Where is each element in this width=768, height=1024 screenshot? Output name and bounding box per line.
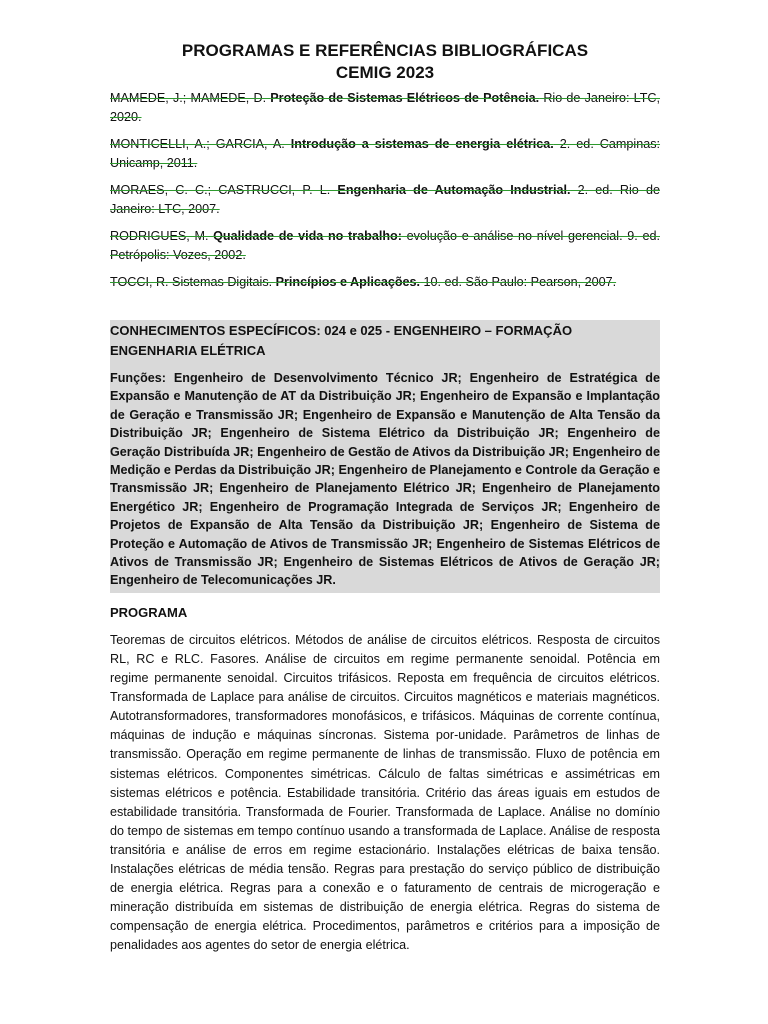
page-title <box>110 40 660 84</box>
reference-title: Introdução a sistemas de energia elétrica. <box>290 137 554 151</box>
reference-title: Proteção de Sistemas Elétricos de Potência. <box>270 91 540 105</box>
reference-title: Engenharia de Automação Industrial. <box>337 183 571 197</box>
section-heading: CONHECIMENTOS ESPECÍFICOS: 024 e 025 - ENGENHEIRO – FORMAÇÃO ENGENHARIA ELÉTRICA <box>110 323 573 358</box>
document-page <box>110 40 660 955</box>
reference-title: Princípios e Aplicações. <box>275 275 421 289</box>
reference-authors: MAMEDE, J.; MAMEDE, D. <box>110 91 271 105</box>
reference-item <box>110 181 660 219</box>
reference-authors: TOCCI, R. Sistemas Digitais. <box>110 275 276 289</box>
program-text: Teoremas de circuitos elétricos. Métodos de análise de circuitos elétricos. Resposta de circuitos RL, RC e RLC. Fasores. Análise de circuitos em regime permanente senoidal. Potência em regime permanente senoidal. Circuitos trifásicos. Reposta em frequência de circuitos elétricos. Transformada de Laplace para análise de circuitos. Circuitos magnéticos e materiais magnéticos. Autotransformadores, transformadores monofásicos, e trifásicos. Máquinas de corrente contínua, máquinas de indução e máquinas síncronas. Sistema por-unidade. Parâmetros de linhas de transmissão. Operação em regime permanente de linhas de transmissão. Fluxo de potência em sistemas elétricos. Componentes simétricas. Cálculo de faltas simétricas e assimétricas em sistemas elétricos e potência. Estabilidade transitória. Critério das áreas iguais em estudos de estabilidade transitória. Transformada de Fourier. Transformada de Laplace. Análise no domínio do tempo de sistemas em tempo contínuo usando a transformada de Laplace. Análise de resposta transitória e análise de erros em regime estacionário. Instalações elétricas de baixa tensão. Instalações elétricas de média tensão. Regras para prestação do serviço público de distribuição de energia elétrica. Regras para a conexão e o faturamento de centrais de microgeração e mineração distribuída em sistemas de distribuição de energia elétrica. Regras do sistema de compensação de energia elétrica. Procedimentos, parâmetros e critérios para a imposição de penalidades aos agentes do setor de energia elétrica. <box>110 632 660 953</box>
reference-item <box>110 135 660 173</box>
reference-details: 10. ed. São Paulo: Pearson, 2007. <box>420 275 617 289</box>
reference-details: 2. ed. Campinas: Unicamp, 2011. <box>110 137 661 170</box>
reference-item <box>110 89 660 127</box>
reference-authors: MORAES, C. C.; CASTRUCCI, P. L. <box>110 183 338 197</box>
reference-details: Rio de Janeiro: LTC, 2020. <box>110 91 661 124</box>
reference-item <box>110 227 660 265</box>
reference-item <box>110 273 660 292</box>
reference-list <box>110 89 660 292</box>
reference-title: Qualidade de vida no trabalho: <box>213 229 402 243</box>
reference-authors: MONTICELLI, A.; GARCIA, A. <box>110 137 291 151</box>
reference-authors: RODRIGUES, M. <box>110 229 214 243</box>
functions-text: Funções: Engenheiro de Desenvolvimento Técnico JR; Engenheiro de Estratégica de Expansão e Manutenção de AT da Distribuição JR; Engenheiro de Expansão e Implantação de Geração e Transmissão JR; Engenheiro de Expansão e Manutenção de Alta Tensão da Distribuição JR; Engenheiro de Sistema Elétrico da Distribuição JR; Engenheiro de Geração Distribuída JR; Engenheiro de Gestão de Ativos da Distribuição JR; Engenheiro de Medição e Perdas da Distribuição JR; Engenheiro de Planejamento e Controle da Geração e Transmissão JR; Engenheiro de Planejamento Elétrico JR; Engenheiro de Planejamento Energético JR; Engenheiro de Programação Integrada de Serviços JR; Engenheiro de Projetos de Expansão de Alta Tensão da Distribuição JR; Engenheiro de Sistema de Proteção e Automação de Ativos de Transmissão JR; Engenheiro de Sistemas Elétricos de Ativos de Transmissão JR; Engenheiro de Sistemas Elétricos de Ativos de Geração JR; Engenheiro de Telecomunicações JR. <box>110 371 660 588</box>
reference-details: 2. ed. Rio de Janeiro: LTC, 2007. <box>110 183 660 216</box>
specific-knowledge-box <box>110 320 660 593</box>
title-line-2: CEMIG 2023 <box>335 63 435 82</box>
title-line-1: PROGRAMAS E REFERÊNCIAS BIBLIOGRÁFICAS <box>181 41 589 60</box>
reference-details: evolução e análise no nível gerencial. 9. ed. Petrópolis: Vozes, 2002. <box>110 229 660 262</box>
program-label: PROGRAMA <box>110 604 188 620</box>
